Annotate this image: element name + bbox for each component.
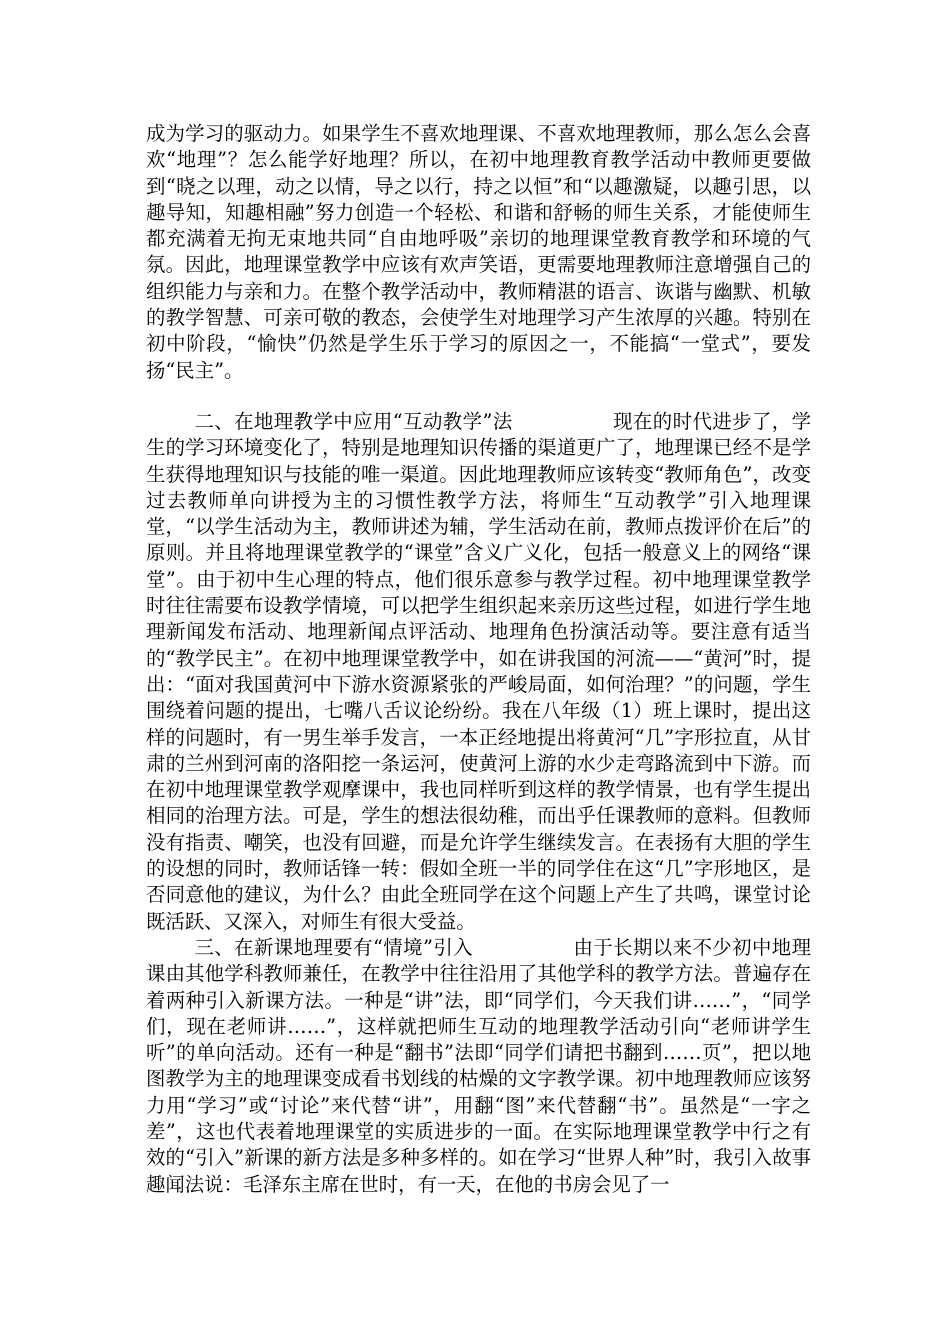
section-2 xyxy=(146,409,811,935)
section-2-body: 现在的时代进步了，学生的学习环境变化了，特别是地理知识传播的渠道更广了，地理课已经不是学生获得地理知识与技能的唯一渠道。因此地理教师应该转变“教师角色”，改变过去教师单向讲授为主的习惯性教学方法，将师生“互动教学”引入地理课堂，“以学生活动为主，教师讲述为辅，学生活动在前，教师点拨评价在后”的原则。并且将地理课堂教学的“课堂”含义广义化，包括一般意义上的网络“课堂”。由于初中生心理的特点，他们很乐意参与教学过程。初中地理课堂教学时往往需要布设教学情境，可以把学生组织起来亲历这些过程，如进行学生地理新闻发布活动、地理新闻点评活动、地理角色扮演活动等。要注意有适当的“教学民主”。在初中地理课堂教学中，如在讲我国的河流——“黄河”时，提出：“面对我国黄河中下游水资源紧张的严峻局面，如何治理？”的问题，学生围绕着问题的提出，七嘴八舌议论纷纷。我在八年级（1）班上课时，提出这样的问题时，有一男生举手发言，一本正经地提出将黄河“几”字形拉直，从甘肃的兰州到河南的洛阳挖一条运河，使黄河上游的水少走弯路流到中下游。而在初中地理课堂教学观摩课中，我也同样听到这样的教学情景，也有学生提出相同的治理方法。可是，学生的想法很幼稚，而出乎任课教师的意料。但教师没有指责、嘲笑，也没有回避，而是允许学生继续发言。在表扬有大胆的学生的设想的同时，教师话锋一转：假如全班一半的同学住在这“几”字形地区，是否同意他的建议，为什么？由此全班同学在这个问题上产生了共鸣，课堂讨论既活跃、又深入，对师生有很大受益。 xyxy=(146,410,812,933)
section-3-heading: 三、在新课地理要有“情境”引入 xyxy=(194,936,473,959)
section-3-body: 由于长期以来不少初中地理课由其他学科教师兼任，在教学中往往沿用了其他学科的教学方法。普遍存在着两种引入新课方法。一种是“讲”法，即“同学们，今天我们讲……”，“同学们，现在老师讲……”，这样就把师生互动的地理教学活动引向“老师讲学生听”的单向活动。还有一种是“翻书”法即“同学们请把书翻到……页”，把以地图教学为主的地理课变成看书划线的枯燥的文字教学课。初中地理教师应该努力用“学习”或“讨论”来代替“讲”，用翻“图”来代替翻“书”。虽然是“一字之差”，这也代表着地理课堂的实质进步的一面。在实际地理课堂教学中行之有效的“引入”新课的新方法是多种多样的。如在学习“世界人种”时，我引入故事趣闻法说：毛泽东主席在世时，有一天，在他的书房会见了一 xyxy=(146,936,812,1196)
paragraph-1: 成为学习的驱动力。如果学生不喜欢地理课、不喜欢地理教师，那么怎么会喜欢“地理”？怎么能学好地理？所以，在初中地理教育教学活动中教师更要做到“晓之以理，动之以情，导之以行，持之以恒”和“以趣激疑，以趣引思，以趣导知，知趣相融”努力创造一个轻松、和谐和舒畅的师生关系，才能使师生都充满着无拘无束地共同“自由地呼吸”亲切的地理课堂教育教学和环境的气氛。因此，地理课堂教学中应该有欢声笑语，更需要地理教师注意增强自己的组织能力与亲和力。在整个教学活动中，教师精湛的语言、诙谐与幽默、机敏的教学智慧、可亲可敬的教态，会使学生对地理学习产生浓厚的兴趣。特别在初中阶段，“愉快”仍然是学生乐于学习的原因之一，不能搞“一堂式”，要发扬“民主”。 xyxy=(146,122,811,382)
section-2-heading: 二、在地理教学中应用“互动教学”法 xyxy=(194,410,513,433)
section-3 xyxy=(146,935,811,1198)
